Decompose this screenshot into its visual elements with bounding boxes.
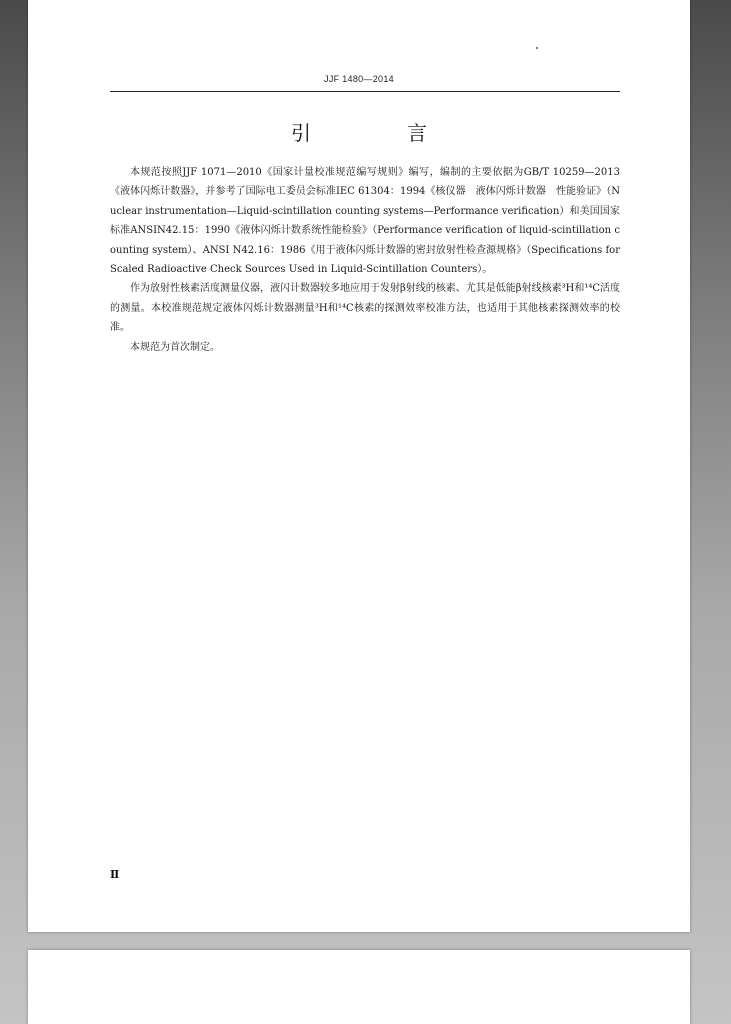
running-header: JJF 1480—2014 (324, 74, 394, 84)
paragraph-2: 作为放射性核素活度测量仪器，液闪计数器较多地应用于发射β射线的核素、尤其是低能β射线核素³H和¹⁴C活度的测量。本校准规范规定液体闪烁计数器测量³H和¹⁴C核素的探测效率校准方法，也适用于其他核素探测效率的校准。 (110, 283, 620, 334)
page-number: Ⅱ (110, 868, 120, 881)
document-page (28, 0, 690, 932)
header-rule (110, 91, 620, 92)
next-page (28, 950, 690, 1024)
paragraph-3: 本规范为首次制定。 (130, 341, 220, 353)
paragraph-1: 本规范按照JJF 1071—2010《国家计量校准规范编写规则》编写，编制的主要依据为GB/T 10259—2013《液体闪烁计数器》，并参考了国际电工委员会标准IEC 61304：1994《核仪器 液体闪烁计数器 性能验证》（Nuclear instrumentation—Liquid-scintillation counting systems—Performance verification）和美国国家标准ANSIN42.15：1990《液体闪烁计数系统性能检验》（Performance verification of liquid-scintillation counting system）、ANSI N42.16：1986《用于液体闪烁计数器的密封放射性检查源规格》（Specifications for Scaled Radioactive Check Sources Used in Liquid-Scintillation Counters）。 (110, 167, 620, 276)
page-title: 引 言 (291, 121, 465, 145)
body-text (110, 163, 620, 357)
scan-speck (536, 47, 538, 49)
